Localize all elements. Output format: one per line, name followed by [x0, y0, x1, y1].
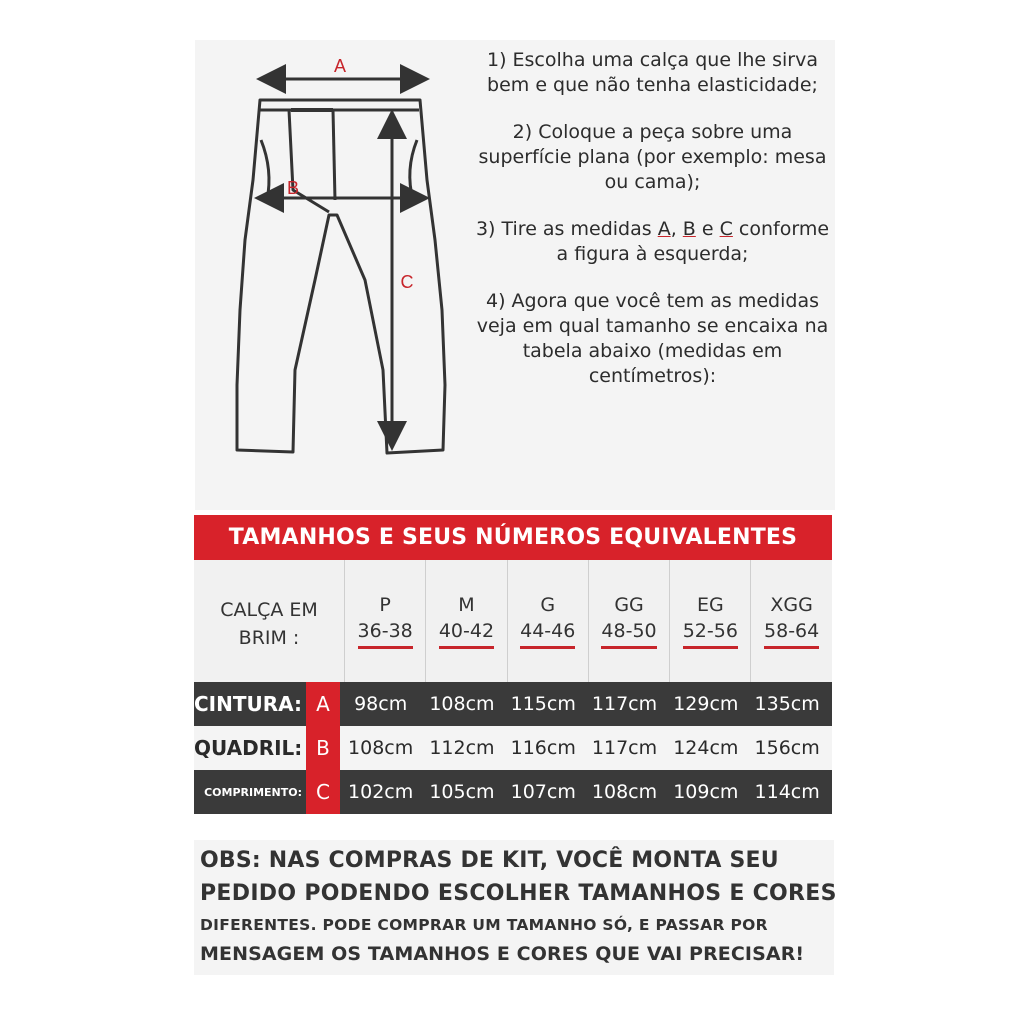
obs-line-1: OBS: NAS COMPRAS DE KIT, VOCÊ MONTA SEU [200, 848, 779, 873]
pants-outline [237, 100, 445, 453]
table-header: TAMANHOS E SEUS NÚMEROS EQUIVALENTES [194, 515, 832, 560]
label-c: C [400, 272, 414, 292]
size-cell-p: P 36-38 [344, 560, 425, 682]
instruction-step-2: 2) Coloque a peça sobre uma superfície plana (por exemplo: mesa ou cama); [478, 121, 827, 193]
instruction-step-3: 3) Tire as medidas A, B e C conforme a figura à esquerda; [475, 218, 830, 265]
size-table [194, 515, 832, 814]
size-cell-g: G 44-46 [507, 560, 588, 682]
button-detail [291, 108, 333, 112]
obs-line-2: PEDIDO PODENDO ESCOLHER TAMANHOS E CORES [200, 881, 837, 906]
label-b: B [286, 178, 300, 198]
instructions [470, 48, 835, 411]
obs-line-3: DIFERENTES. PODE COMPRAR UM TAMANHO SÓ, E PASSAR POR [200, 916, 768, 934]
measure-b-ref: B [682, 218, 696, 240]
size-cell-eg: EG 52-56 [669, 560, 750, 682]
measure-a-ref: A [657, 218, 671, 240]
measure-row-cintura: CINTURA: A 98cm 108cm 115cm 117cm 129cm 135cm [194, 682, 832, 726]
label-a: A [333, 56, 347, 76]
obs-line-4: MENSAGEM OS TAMANHOS E CORES QUE VAI PRECISAR! [200, 943, 805, 965]
measure-c-ref: C [719, 218, 733, 240]
size-cell-xgg: XGG 58-64 [750, 560, 831, 682]
size-cell-m: M 40-42 [425, 560, 506, 682]
pants-diagram [195, 40, 465, 510]
obs-note [194, 840, 837, 975]
product-label: CALÇA EM BRIM : [220, 599, 318, 649]
measure-row-quadril: QUADRIL: B 108cm 112cm 116cm 117cm 124cm 156cm [194, 726, 832, 770]
instruction-step-1: 1) Escolha uma calça que lhe sirva bem e que não tenha elasticidade; [486, 49, 818, 96]
size-cell-gg: GG 48-50 [588, 560, 669, 682]
measure-row-comprimento: COMPRIMENTO: C 102cm 105cm 107cm 108cm 109cm 114cm [194, 770, 832, 814]
instruction-step-4: 4) Agora que você tem as medidas veja em qual tamanho se encaixa na tabela abaixo (medidas em centímetros): [476, 290, 829, 387]
size-row [194, 560, 832, 682]
